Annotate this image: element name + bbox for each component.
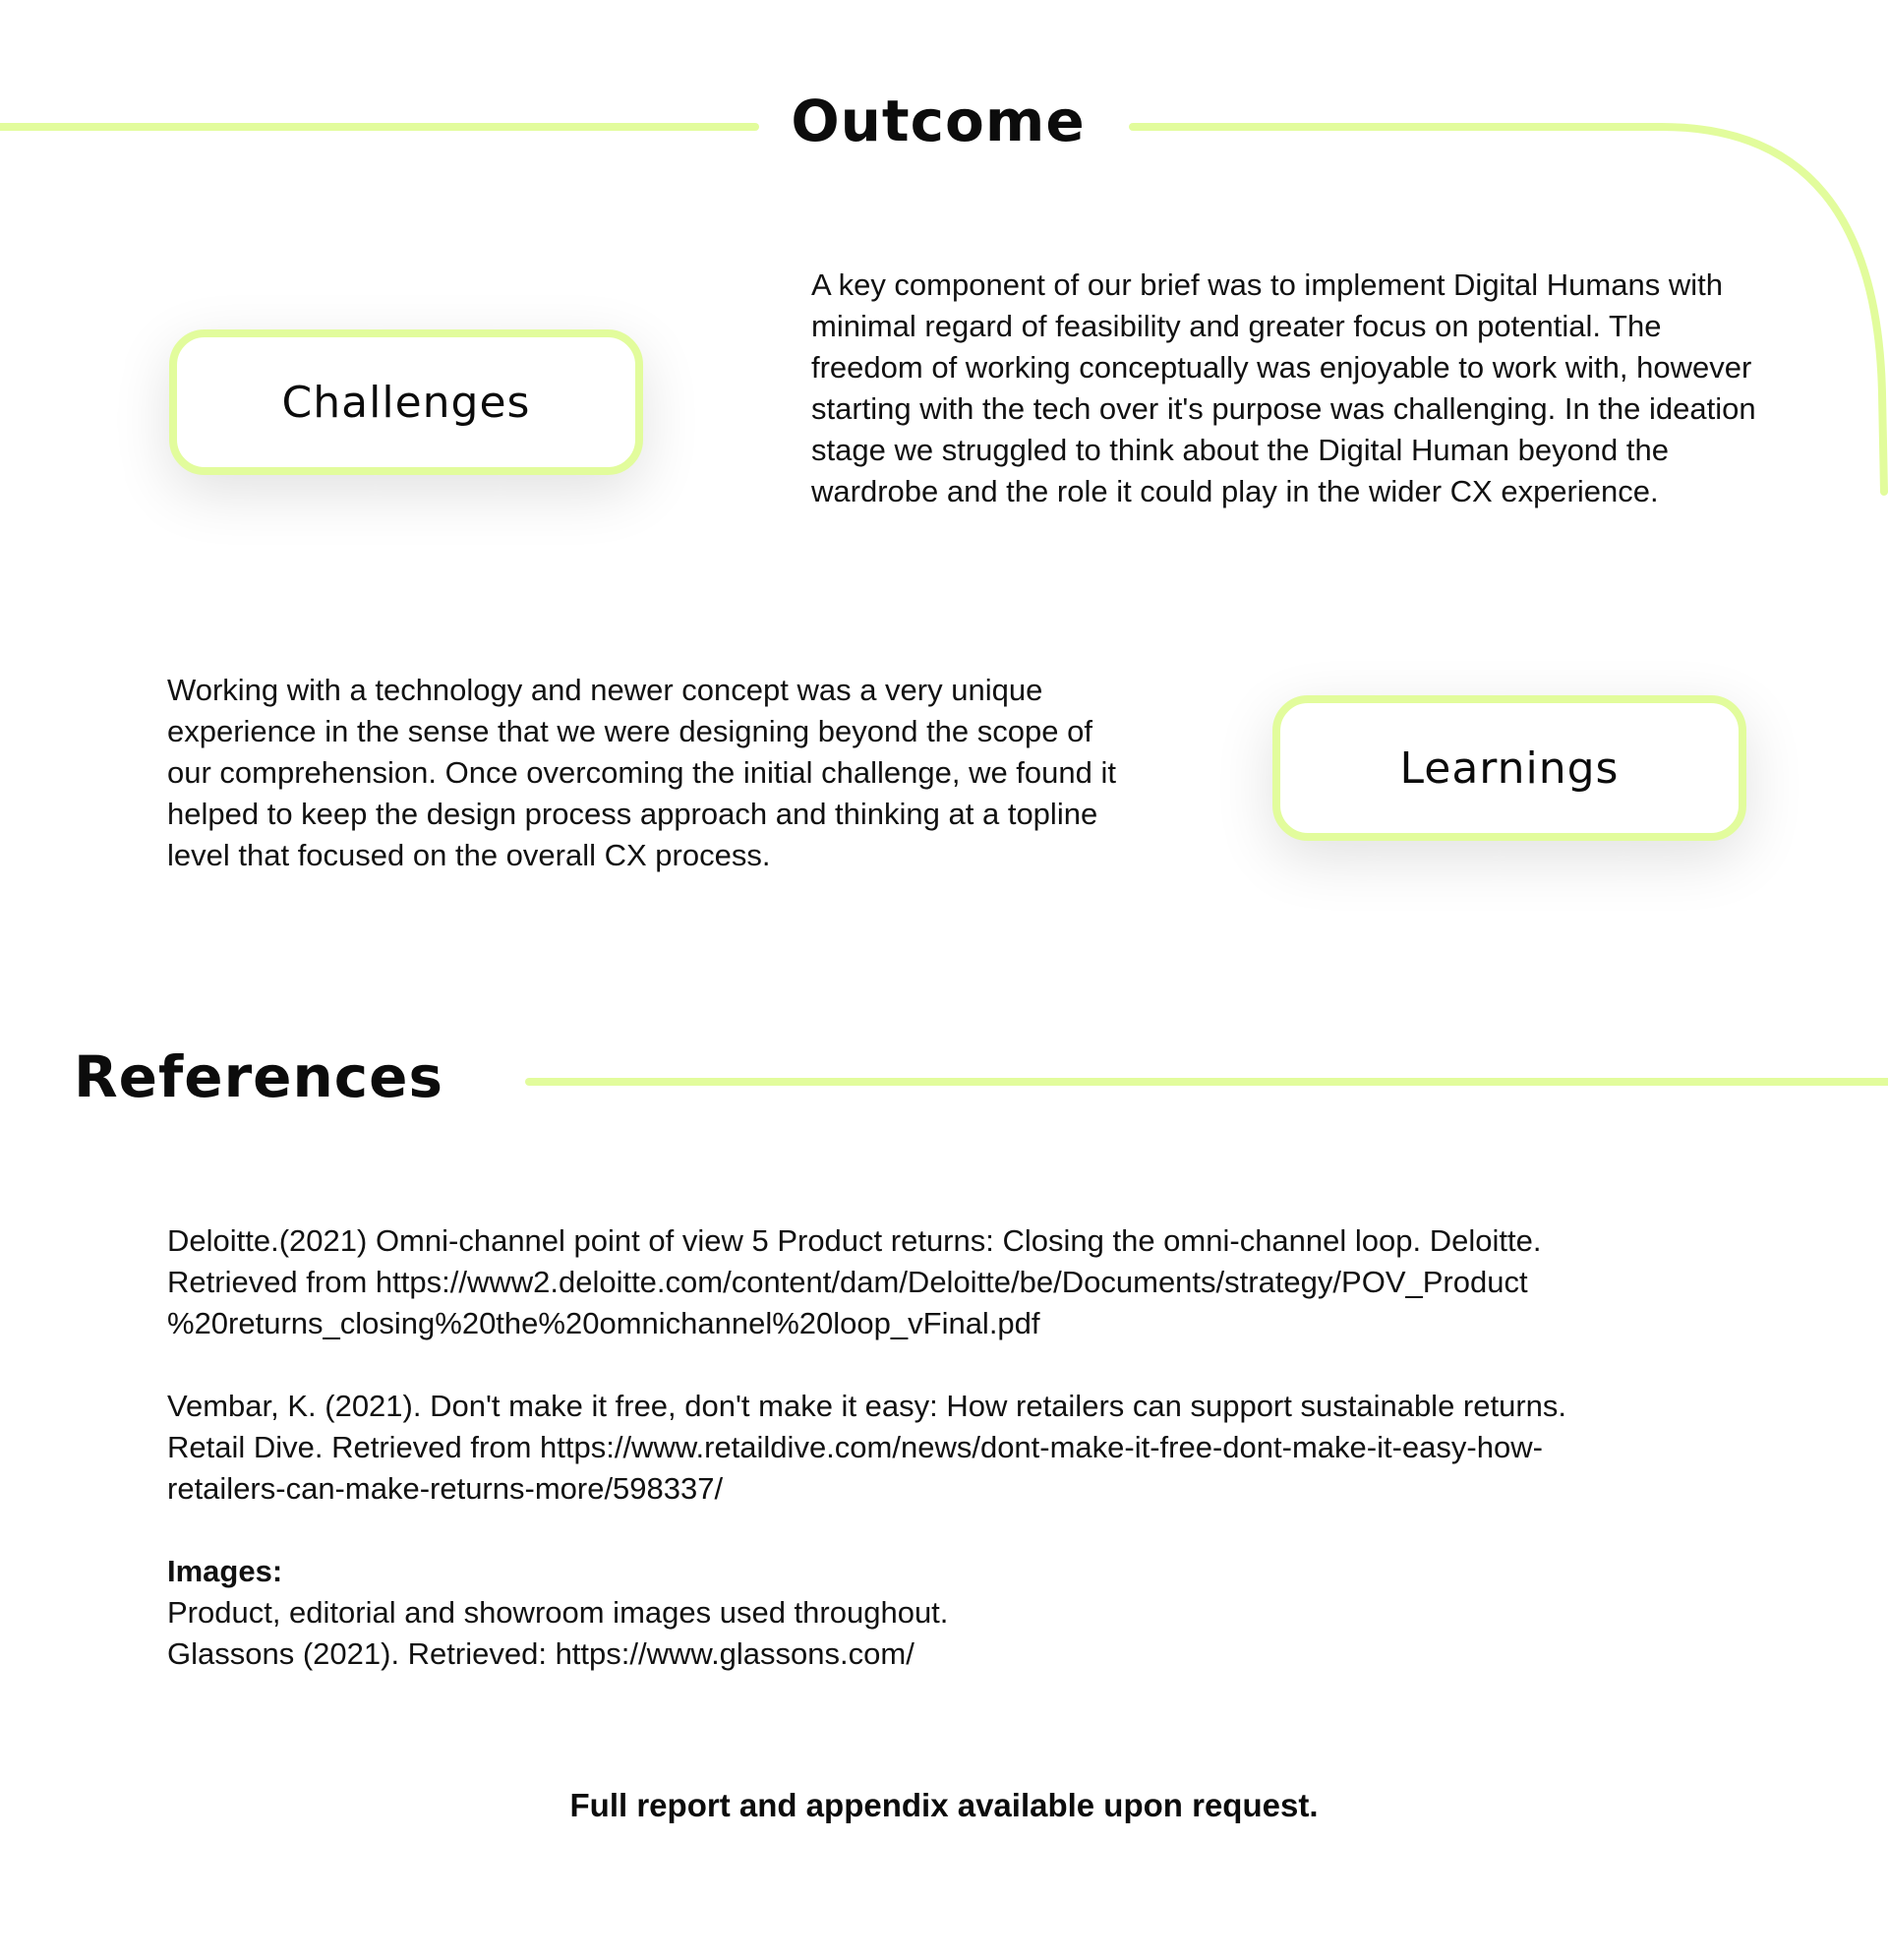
challenges-paragraph: A key component of our brief was to implement Digital Humans with minimal regard of feasibility and greater focus on potential. The freedom of working conceptually was enjoyable to work with, however starting with the tech over it's purpose was challenging. In the ideation stage we struggled to think about the Digital Human beyond the wardrobe and the role it could play in the wider CX experience. [811,267,1756,508]
challenges-pill [169,329,643,475]
learnings-pill [1272,695,1746,841]
footer-note: Full report and appendix available upon request. [569,1787,1319,1823]
images-heading: Images: [167,1554,283,1588]
reference-line: Retail Dive. Retrieved from https://www.retaildive.com/news/dont-make-it-free-dont-make-it-easy-how- [167,1430,1543,1464]
images-credits [167,1551,1780,1675]
images-line: Glassons (2021). Retrieved: https://www.glassons.com/ [167,1636,914,1671]
learnings-label: Learnings [1399,742,1620,794]
reference-line: %20returns_closing%20the%20omnichannel%20loop_vFinal.pdf [167,1306,1040,1340]
outcome-title: Outcome [791,88,1086,154]
reference-line: Retrieved from https://www2.deloitte.com/content/dam/Deloitte/be/Documents/strategy/POV_Product [167,1265,1528,1299]
references-title: References [74,1043,444,1110]
reference-line: Deloitte.(2021) Omni-channel point of view 5 Product returns: Closing the omni-channel loop. Deloitte. [167,1223,1542,1258]
reference-line: Vembar, K. (2021). Don't make it free, don't make it easy: How retailers can support sustainable returns. [167,1389,1567,1423]
challenges-label: Challenges [281,377,531,428]
reference-line: retailers-can-make-returns-more/598337/ [167,1471,724,1506]
images-line: Product, editorial and showroom images used throughout. [167,1595,949,1630]
reference-vembar [167,1386,1780,1510]
reference-deloitte [167,1220,1780,1344]
learnings-paragraph: Working with a technology and newer concept was a very unique experience in the sense that we were designing beyond the scope of our comprehension. Once overcoming the initial challenge, we found it helped to keep the design process approach and thinking at a topline level that focused on the overall CX process. [167,673,1116,872]
